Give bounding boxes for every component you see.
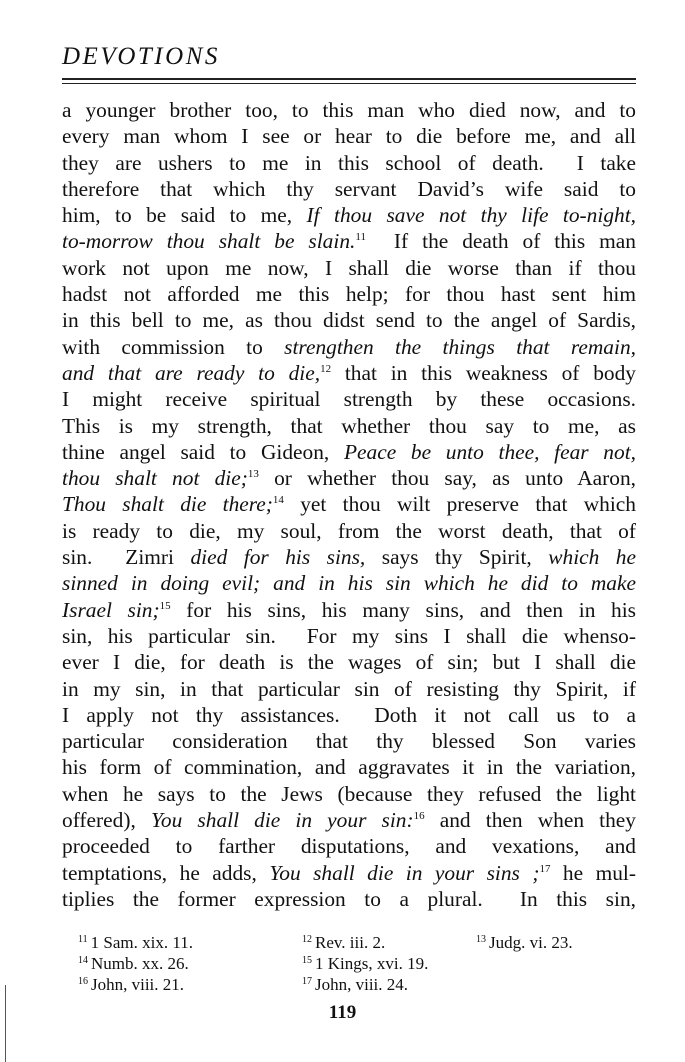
text-line <box>62 97 636 123</box>
italic-text-run: Thou shalt die there; <box>62 492 273 517</box>
text-line <box>62 676 636 702</box>
italic-text-run: which he <box>548 545 636 570</box>
text-run: and then when they <box>424 808 636 833</box>
footnote-text: Rev. iii. 2. <box>315 933 386 952</box>
footnote-text: John, viii. 24. <box>315 975 409 994</box>
footnote-number: 15 <box>302 955 312 966</box>
footnote-reference: 13 <box>247 468 259 481</box>
text-run: he mul- <box>550 860 636 885</box>
text-run: or whether thou say, as unto Aaron, <box>258 466 637 491</box>
text-line <box>62 123 636 149</box>
footnote-number: 13 <box>476 934 486 945</box>
text-line <box>62 465 636 491</box>
italic-text-run: You shall die in your sin: <box>150 808 414 833</box>
text-run: sin, his particular sin. For my sins I shall die whenso- <box>62 623 636 648</box>
footnote-reference: 11 <box>355 231 366 244</box>
footnote <box>78 932 193 953</box>
text-line <box>62 228 636 254</box>
italic-text-run: sinned in doing evil; and in his sin which he did to make <box>62 571 636 596</box>
text-run: proceeded to farther disputations, and vexations, and <box>62 834 636 859</box>
text-line <box>62 202 636 228</box>
italic-text-run: If thou save not thy life to-night, <box>306 203 636 228</box>
italic-text-run: You shall die in your sins ; <box>269 860 540 885</box>
text-line <box>62 781 636 807</box>
text-line <box>62 386 636 412</box>
footnote-reference: 16 <box>413 810 425 823</box>
text-run: says thy Spirit, <box>365 545 549 570</box>
text-line <box>62 518 636 544</box>
header-rule-thin <box>62 83 636 84</box>
footnote-reference: 14 <box>272 494 284 507</box>
footnote-text: Judg. vi. 23. <box>489 933 573 952</box>
text-line <box>62 860 636 886</box>
text-run: sin. Zimri <box>62 545 191 570</box>
text-line <box>62 728 636 754</box>
footnote <box>302 974 408 995</box>
text-line <box>62 255 636 281</box>
text-run: therefore that which thy servant David’s wife said to <box>62 176 636 201</box>
footnote <box>302 932 385 953</box>
footnote-number: 16 <box>78 976 88 987</box>
text-run: offered), <box>62 808 151 833</box>
text-line <box>62 150 636 176</box>
text-line <box>62 439 636 465</box>
text-run: temptations, he adds, <box>62 860 270 885</box>
italic-text-run: died for his sins, <box>190 545 366 570</box>
italic-text-run: Peace be unto thee, fear not, <box>343 439 636 464</box>
text-run: If the death of this man <box>365 229 637 254</box>
footnote <box>78 953 189 974</box>
footnote-number: 12 <box>302 934 312 945</box>
text-run: when he says to the Jews (because they refused the light <box>62 781 636 806</box>
text-line <box>62 334 636 360</box>
text-run: for his sins, his many sins, and then in his <box>170 597 637 622</box>
text-run: his form of commination, and aggravates it in the variation, <box>62 755 636 780</box>
text-run: thine angel said to Gideon, <box>62 439 344 464</box>
text-line <box>62 413 636 439</box>
footnote-number: 11 <box>78 934 88 945</box>
page-number: 119 <box>328 1002 357 1023</box>
text-run: particular consideration that thy blessed Son varies <box>62 729 636 754</box>
text-run: is ready to die, my soul, from the worst death, that of <box>62 518 636 543</box>
text-line <box>62 702 636 728</box>
text-line <box>62 886 636 912</box>
text-line <box>62 833 636 859</box>
text-run: This is my strength, that whether thou say to me, as <box>62 413 636 438</box>
footnote <box>302 953 428 974</box>
text-line <box>62 281 636 307</box>
text-line <box>62 307 636 333</box>
italic-text-run: thou shalt not die; <box>62 466 248 491</box>
text-line <box>62 544 636 570</box>
footnote-reference: 15 <box>159 599 171 612</box>
text-run: with commission to <box>62 334 285 359</box>
text-line <box>62 754 636 780</box>
footnote-text: 1 Kings, xvi. 19. <box>315 954 429 973</box>
text-run: tiplies the former expression to a plural. In this sin, <box>62 886 636 911</box>
text-line <box>62 649 636 675</box>
text-line <box>62 597 636 623</box>
text-run: I might receive spiritual strength by these occasions. <box>62 387 636 412</box>
text-line <box>62 807 636 833</box>
text-run: yet thou wilt preserve that which <box>283 492 636 517</box>
text-run: I apply not thy assistances. Doth it not call us to a <box>62 702 636 727</box>
italic-text-run: to-morrow thou shalt be slain. <box>62 229 356 254</box>
footnote-reference: 12 <box>320 362 332 375</box>
text-line <box>62 176 636 202</box>
text-run: ever I die, for death is the wages of sin; but I shall die <box>62 650 636 675</box>
footnote <box>78 974 184 995</box>
footnote-number: 17 <box>302 976 312 987</box>
italic-text-run: Israel sin; <box>62 597 160 622</box>
text-run: work not upon me now, I shall die worse than if thou <box>62 255 636 280</box>
footnote <box>476 932 573 953</box>
body-text <box>62 97 636 912</box>
header-rule-thick <box>62 78 636 80</box>
italic-text-run: and that are ready to die, <box>62 360 321 385</box>
footnote-text: John, viii. 21. <box>91 975 185 994</box>
running-head-title: DEVOTIONS <box>62 43 220 70</box>
footnote-text: Numb. xx. 26. <box>91 954 189 973</box>
text-run: every man whom I see or hear to die before me, and all <box>62 124 636 149</box>
text-run: a younger brother too, to this man who died now, and to <box>62 98 636 122</box>
text-line <box>62 491 636 517</box>
footnote-text: 1 Sam. xix. 11. <box>90 933 193 952</box>
footnote-number: 14 <box>78 955 88 966</box>
text-line <box>62 360 636 386</box>
text-line <box>62 623 636 649</box>
text-run: in this bell to me, as thou didst send to the angel of Sardis, <box>62 308 636 333</box>
footnote-reference: 17 <box>539 862 551 875</box>
text-run: hadst not afforded me this help; for thou hast sent him <box>62 282 636 307</box>
text-run: they are ushers to me in this school of death. I take <box>62 150 636 175</box>
text-line <box>62 570 636 596</box>
italic-text-run: strengthen the things that remain, <box>284 334 636 359</box>
text-run: that in this weakness of body <box>331 360 636 385</box>
text-run: him, to be said to me, <box>62 203 307 228</box>
text-run: in my sin, in that particular sin of resisting thy Spirit, if <box>62 676 636 701</box>
